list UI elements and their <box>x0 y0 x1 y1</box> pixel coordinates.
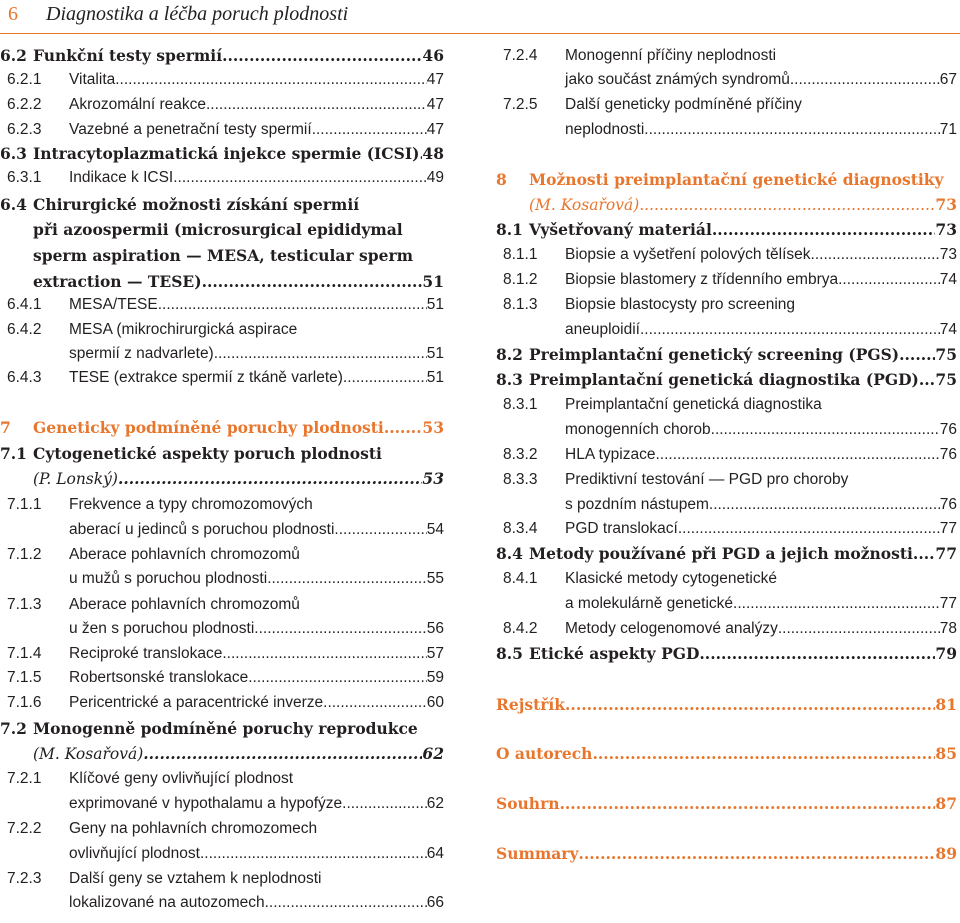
toc-entry-title: HLA typizace <box>565 446 656 463</box>
toc-page-number: 55 <box>426 570 444 587</box>
toc-entry-title: Biopsie blastocysty pro screening <box>565 296 796 313</box>
toc-entry[interactable] <box>0 567 444 591</box>
toc-entry-title: extraction — TESE) <box>33 272 202 291</box>
toc-entry-title: Etické aspekty PGD <box>529 644 700 663</box>
toc-entry-number: 6.4 <box>0 195 27 214</box>
toc-leader-dots <box>640 318 940 342</box>
toc-entry-title: Pericentrické a paracentrické inverze <box>69 694 324 711</box>
toc-entry-number: 8.4 <box>496 544 523 563</box>
toc-entry-number: 7.2.5 <box>503 96 538 113</box>
toc-entry-title: O autorech <box>496 744 593 763</box>
toc-entry-number: 7.1.1 <box>7 496 42 513</box>
toc-page-number: 51 <box>426 296 444 313</box>
toc-entry[interactable] <box>496 792 957 816</box>
toc-entry-title: Vitalita <box>69 71 116 88</box>
toc-page-number: 48 <box>422 144 444 163</box>
toc-entry[interactable] <box>496 68 957 92</box>
toc-entry-title: Aberace pohlavních chromozomů <box>69 546 300 563</box>
toc-entry[interactable] <box>0 68 444 92</box>
toc-entry-title: lokalizované na autozomech <box>69 894 265 911</box>
toc-entry[interactable] <box>496 168 957 192</box>
toc-leader-dots <box>790 68 940 92</box>
toc-entry[interactable] <box>0 842 444 866</box>
toc-page-number: 64 <box>426 845 444 862</box>
header-rule <box>0 33 960 34</box>
toc-entry[interactable] <box>0 166 444 190</box>
toc-entry-number: 8.3.1 <box>503 396 538 413</box>
toc-page-number: 75 <box>935 345 957 364</box>
toc-entry-title: sperm aspiration — MESA, testicular sperm <box>33 246 414 265</box>
toc-leader-dots <box>678 517 940 541</box>
toc-entry[interactable] <box>0 617 444 641</box>
toc-entry-title: jako součást známých syndromů <box>565 71 790 88</box>
toc-leader-dots <box>222 44 422 68</box>
toc-entry[interactable] <box>0 742 444 766</box>
toc-entry[interactable] <box>496 842 957 866</box>
toc-page-number: 53 <box>422 418 444 437</box>
toc-leader-dots <box>712 218 936 242</box>
toc-page-number: 47 <box>426 71 444 88</box>
toc-entry-number: 8.1.3 <box>503 296 538 313</box>
toc-leader-dots <box>639 193 935 217</box>
toc-page-number: 59 <box>426 669 444 686</box>
toc-page-number: 76 <box>939 496 957 513</box>
toc-leader-dots <box>565 693 935 717</box>
toc-page-number: 89 <box>935 844 957 863</box>
toc-entry[interactable] <box>496 517 957 541</box>
toc-entry[interactable] <box>0 543 444 567</box>
toc-page-number: 46 <box>422 46 444 65</box>
toc-entry[interactable] <box>496 44 957 68</box>
toc-entry[interactable] <box>0 891 444 915</box>
toc-page-number: 74 <box>939 271 957 288</box>
toc-page-number: 78 <box>939 620 957 637</box>
toc-entry-number: 7.1.2 <box>7 546 42 563</box>
toc-entry[interactable] <box>496 443 957 467</box>
toc-entry-title: Funkční testy spermií <box>33 46 223 65</box>
toc-entry-number: 7.2.2 <box>7 820 42 837</box>
toc-page-number: 47 <box>426 96 444 113</box>
toc-leader-dots <box>733 592 940 616</box>
toc-entry-title: TESE (extrakce spermií z tkáně varlete) <box>69 369 343 386</box>
toc-entry-number: 8.3.2 <box>503 446 538 463</box>
toc-entry[interactable] <box>0 293 444 317</box>
toc-entry-title: Další geny se vztahem k neplodnosti <box>69 870 322 887</box>
toc-entry[interactable] <box>0 792 444 816</box>
toc-entry[interactable] <box>0 867 444 891</box>
toc-entry-number: 8.3 <box>496 370 523 389</box>
toc-entry-number: 8.1 <box>496 220 523 239</box>
toc-entry-number: 7.1 <box>0 444 27 463</box>
toc-entry[interactable] <box>496 592 957 616</box>
chapter-title: Diagnostika a léčba poruch plodnosti <box>46 3 349 25</box>
toc-entry-title: Akrozomální reakce <box>69 96 206 113</box>
toc-entry[interactable] <box>0 416 444 440</box>
toc-entry-title: MESA (mikrochirurgická aspirace <box>69 321 298 338</box>
toc-entry-number: 8.4.2 <box>503 620 538 637</box>
toc-leader-dots <box>143 742 422 766</box>
toc-leader-dots <box>200 842 427 866</box>
toc-entry-title: Reciproké translokace <box>69 645 223 662</box>
toc-entry-title: Rejstřík <box>496 695 566 714</box>
toc-entry-number: 6.3 <box>0 144 27 163</box>
toc-entry-number: 6.4.2 <box>7 321 42 338</box>
toc-page-number: 81 <box>935 695 957 714</box>
toc-entry[interactable] <box>0 717 444 741</box>
toc-entry[interactable] <box>496 542 957 566</box>
toc-entry-title: s pozdním nástupem <box>565 496 709 513</box>
toc-entry-title: Monogenně podmíněné poruchy reprodukce <box>33 719 418 738</box>
toc-leader-dots <box>644 118 939 142</box>
toc-page-number: 76 <box>939 421 957 438</box>
toc-leader-dots <box>173 166 427 190</box>
toc-entry-title: Preimplantační genetická diagnostika (PGD) <box>529 370 919 389</box>
toc-page-number: 73 <box>939 246 957 263</box>
toc-page-number: 66 <box>426 894 444 911</box>
toc-leader-dots <box>206 93 427 117</box>
toc-entry[interactable] <box>0 93 444 117</box>
toc-entry-title: Biopsie blastomery z třídenního embrya <box>565 271 839 288</box>
toc-leader-dots <box>158 293 427 317</box>
toc-leader-dots <box>711 418 940 442</box>
toc-leader-dots <box>334 518 426 542</box>
toc-entry[interactable] <box>496 93 957 117</box>
toc-entry-title: Souhrn <box>496 794 560 813</box>
toc-entry-title: Preimplantační genetická diagnostika <box>565 396 822 413</box>
toc-page-number: 51 <box>422 272 444 291</box>
toc-entry[interactable] <box>0 691 444 715</box>
toc-entry[interactable] <box>496 418 957 442</box>
toc-entry-title: Klíčové geny ovlivňující plodnost <box>69 770 294 787</box>
toc-entry-title: exprimované v hypothalamu a hypofýze <box>69 795 343 812</box>
toc-entry-title: MESA/TESE <box>69 296 158 313</box>
toc-entry[interactable] <box>496 493 957 517</box>
toc-entry-number: 8.3.4 <box>503 520 538 537</box>
toc-entry[interactable] <box>0 767 444 791</box>
toc-leader-dots <box>343 366 427 390</box>
toc-entry-number: 6.4.3 <box>7 369 42 386</box>
toc-page-number: 77 <box>935 544 957 563</box>
toc-page-number: 73 <box>935 220 957 239</box>
toc-page-number: 76 <box>939 446 957 463</box>
toc-entry-title: u mužů s poruchou plodnosti <box>69 570 268 587</box>
toc-entry-title: Biopsie a vyšetření polových tělísek <box>565 246 811 263</box>
toc-entry-number: 7.1.4 <box>7 645 42 662</box>
toc-entry[interactable] <box>0 642 444 666</box>
toc-entry[interactable] <box>0 817 444 841</box>
toc-leader-dots <box>267 567 427 591</box>
toc-entry-number: 6.3.1 <box>7 169 42 186</box>
toc-entry-number: 6.2.3 <box>7 121 42 138</box>
toc-entry[interactable] <box>496 218 957 242</box>
toc-leader-dots <box>342 792 427 816</box>
toc-page-number: 54 <box>426 521 444 538</box>
toc-leader-dots <box>699 642 935 666</box>
toc-entry-number: 6.4.1 <box>7 296 42 313</box>
toc-entry-title: aberací u jedinců s poruchou plodnosti <box>69 521 335 538</box>
toc-entry[interactable] <box>496 468 957 492</box>
toc-entry-title: Monogenní příčiny neplodnosti <box>565 47 777 64</box>
toc-entry-number: 8.5 <box>496 644 523 663</box>
toc-entry[interactable] <box>496 118 957 142</box>
toc-entry-number: 7.2.3 <box>7 870 42 887</box>
toc-page-number: 49 <box>426 169 444 186</box>
toc-entry-number: 7.2 <box>0 719 27 738</box>
toc-entry-title: u žen s poruchou plodnosti <box>69 620 255 637</box>
toc-page-number: 62 <box>426 795 444 812</box>
toc-entry-title: Prediktivní testování — PGD pro choroby <box>565 471 849 488</box>
toc-page-number: 62 <box>422 744 444 763</box>
toc-leader-dots <box>578 842 935 866</box>
toc-entry-number: 8 <box>496 170 507 189</box>
toc-entry-title: Klasické metody cytogenetické <box>565 570 777 587</box>
toc-entry-title: spermií z nadvarlete) <box>69 345 214 362</box>
toc-page-number: 79 <box>935 644 957 663</box>
toc-entry-title: Aberace pohlavních chromozomů <box>69 596 300 613</box>
toc-entry[interactable] <box>0 244 444 268</box>
toc-entry[interactable] <box>0 467 444 491</box>
toc-entry[interactable] <box>0 666 444 690</box>
toc-page-number: 77 <box>939 520 957 537</box>
toc-entry[interactable] <box>496 293 957 317</box>
toc-entry-title: (P. Lonský) <box>33 470 118 488</box>
toc-page-number: 85 <box>935 744 957 763</box>
toc-entry[interactable] <box>0 342 444 366</box>
toc-leader-dots <box>913 542 936 566</box>
toc-page-number: 51 <box>426 345 444 362</box>
toc-entry[interactable] <box>0 493 444 517</box>
toc-entry-number: 7.1.5 <box>7 669 42 686</box>
toc-page-number: 77 <box>939 595 957 612</box>
toc-entry-title: Vazebné a penetrační testy spermií <box>69 121 312 138</box>
toc-entry[interactable] <box>0 193 444 217</box>
toc-entry-number: 7.2.1 <box>7 770 42 787</box>
toc-leader-dots <box>838 268 940 292</box>
toc-leader-dots <box>115 68 427 92</box>
toc-entry-title: aneuploidií <box>565 321 640 338</box>
toc-page-number: 56 <box>426 620 444 637</box>
toc-entry-title: Metody používané při PGD a jejich možnosti <box>529 544 913 563</box>
toc-entry[interactable] <box>496 193 957 217</box>
toc-entry-number: 6.2.2 <box>7 96 42 113</box>
toc-entry[interactable] <box>496 567 957 591</box>
toc-entry-number: 7.1.3 <box>7 596 42 613</box>
toc-entry-title: Preimplantační genetický screening (PGS) <box>529 345 900 364</box>
toc-leader-dots <box>254 617 426 641</box>
toc-entry[interactable] <box>0 44 444 68</box>
toc-entry-number: 6.2 <box>0 46 27 65</box>
toc-leader-dots <box>222 642 426 666</box>
toc-entry[interactable] <box>0 142 444 166</box>
toc-leader-dots <box>248 666 427 690</box>
toc-entry-title: a molekulárně genetické <box>565 595 734 612</box>
toc-entry[interactable] <box>0 442 444 466</box>
toc-page-number: 47 <box>426 121 444 138</box>
toc-leader-dots <box>265 891 427 915</box>
toc-entry-title: neplodnosti <box>565 121 645 138</box>
toc-entry[interactable] <box>496 343 957 367</box>
toc-entry[interactable] <box>0 318 444 342</box>
toc-entry[interactable] <box>496 617 957 641</box>
toc-entry[interactable] <box>0 518 444 542</box>
toc-entry-title: Geneticky podmíněné poruchy plodnosti <box>33 418 384 437</box>
toc-entry-number: 6.2.1 <box>7 71 42 88</box>
toc-entry-title: Robertsonské translokace <box>69 669 249 686</box>
toc-page-number: 87 <box>935 794 957 813</box>
toc-page-number: 71 <box>939 121 957 138</box>
toc-entry[interactable] <box>0 118 444 142</box>
toc-entry[interactable] <box>496 268 957 292</box>
toc-leader-dots <box>592 742 935 766</box>
toc-entry-title: při azoospermii (microsurgical epididymal <box>33 220 403 239</box>
toc-entry[interactable] <box>0 218 444 242</box>
toc-page-number: 73 <box>935 195 957 214</box>
toc-entry-title: Frekvence a typy chromozomových <box>69 496 313 513</box>
toc-entry[interactable] <box>0 366 444 390</box>
toc-entry-title: Intracytoplazmatická injekce spermie (ICSI) <box>33 144 420 163</box>
toc-page-number: 67 <box>939 71 957 88</box>
toc-entry-title: Metody celogenomové analýzy <box>565 620 778 637</box>
toc-entry-number: 7.2.4 <box>503 47 538 64</box>
toc-entry[interactable] <box>496 368 957 392</box>
toc-entry-title: (M. Kosařová) <box>529 196 640 214</box>
toc-entry-title: Možnosti preimplantační genetické diagnostiky <box>529 170 944 189</box>
toc-page-number: 51 <box>426 369 444 386</box>
toc-page-number: 74 <box>939 321 957 338</box>
toc-entry-title: Cytogenetické aspekty poruch plodnosti <box>33 444 382 463</box>
toc-entry-title: Vyšetřovaný materiál <box>529 220 712 239</box>
toc-leader-dots <box>323 691 427 715</box>
toc-leader-dots <box>202 270 423 294</box>
toc-page-number: 75 <box>935 370 957 389</box>
toc-page-number: 53 <box>422 469 444 488</box>
toc-entry-number: 8.1.1 <box>503 246 538 263</box>
toc-leader-dots <box>118 467 422 491</box>
toc-entry-title: Indikace k ICSI <box>69 169 174 186</box>
toc-leader-dots <box>560 792 936 816</box>
toc-entry-title: (M. Kosařová) <box>33 745 144 763</box>
toc-entry-number: 8.3.3 <box>503 471 538 488</box>
toc-entry-number: 7 <box>0 418 11 437</box>
toc-entry-title: Další geneticky podmíněné příčiny <box>565 96 802 113</box>
running-header <box>0 0 960 36</box>
toc-entry[interactable] <box>0 270 444 294</box>
toc-leader-dots <box>384 416 423 440</box>
toc-leader-dots <box>214 342 427 366</box>
toc-entry-number: 7.1.6 <box>7 694 42 711</box>
toc-leader-dots <box>709 493 940 517</box>
toc-entry[interactable] <box>496 318 957 342</box>
toc-page-number: 60 <box>426 694 444 711</box>
toc-entry-title: monogenních chorob <box>565 421 711 438</box>
toc-leader-dots <box>778 617 940 641</box>
toc-entry-title: PGD translokací <box>565 520 678 537</box>
toc-entry-title: Summary <box>496 844 579 863</box>
toc-leader-dots <box>811 243 940 267</box>
toc-entry-title: Chirurgické možnosti získání spermií <box>33 195 360 214</box>
toc-entry-number: 8.4.1 <box>503 570 538 587</box>
toc-entry[interactable] <box>496 693 957 717</box>
toc-entry[interactable] <box>496 742 957 766</box>
toc-entry[interactable] <box>0 593 444 617</box>
toc-entry[interactable] <box>496 393 957 417</box>
toc-entry[interactable] <box>496 642 957 666</box>
toc-entry-number: 8.1.2 <box>503 271 538 288</box>
toc-leader-dots <box>899 343 935 367</box>
chapter-number: 6 <box>8 3 18 25</box>
toc-leader-dots <box>655 443 939 467</box>
toc-entry-title: Geny na pohlavních chromozomech <box>69 820 318 837</box>
toc-entry[interactable] <box>496 243 957 267</box>
toc-leader-dots <box>919 368 936 392</box>
toc-entry-title: ovlivňující plodnost <box>69 845 200 862</box>
toc-page-number: 57 <box>426 645 444 662</box>
toc-leader-dots <box>312 118 427 142</box>
toc-entry-number: 8.2 <box>496 345 523 364</box>
